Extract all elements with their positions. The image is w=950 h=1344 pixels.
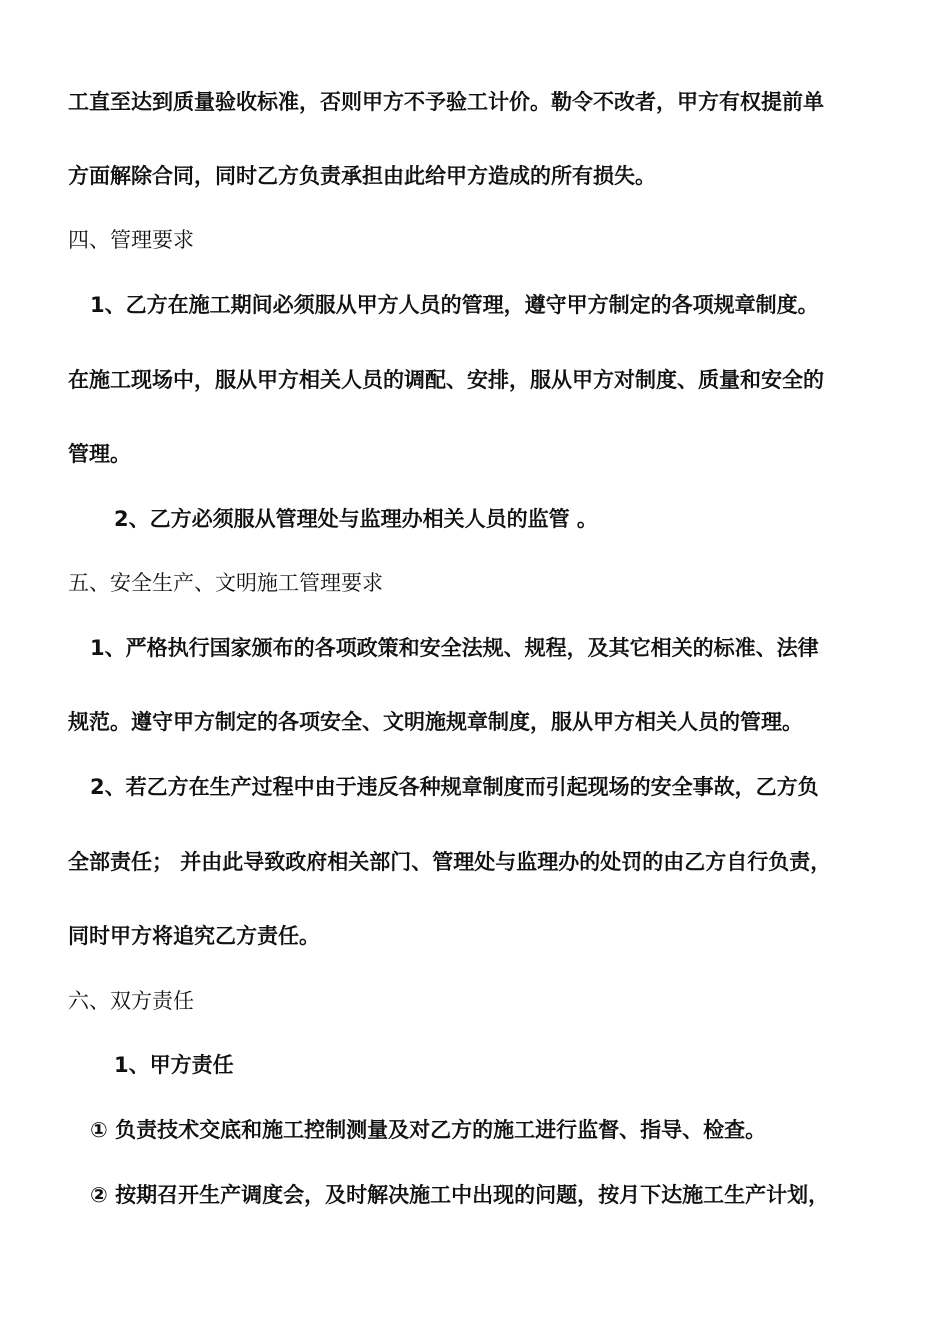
paragraph-line: 工直至达到质量验收标准，否则甲方不予验工计价。勒令不改者，甲方有权提前单 (68, 90, 824, 114)
paragraph-line: 2、乙方必须服从管理处与监理办相关人员的监管 。 (114, 507, 598, 531)
section-heading: 五、安全生产、文明施工管理要求 (68, 571, 383, 595)
list-item: ① 负责技术交底和施工控制测量及对乙方的施工进行监督、指导、检查。 (90, 1118, 767, 1142)
paragraph-line: 1、严格执行国家颁布的各项政策和安全法规、规程，及其它相关的标准、法律 (90, 636, 819, 660)
section-heading: 六、双方责任 (68, 989, 194, 1013)
subsection-heading: 1、甲方责任 (114, 1053, 234, 1077)
list-item: ② 按期召开生产调度会，及时解决施工中出现的问题，按月下达施工生产计划， (90, 1183, 830, 1207)
paragraph-line: 管理。 (68, 442, 131, 466)
paragraph-line: 1、乙方在施工期间必须服从甲方人员的管理，遵守甲方制定的各项规章制度。 (90, 293, 819, 317)
paragraph-line: 2、若乙方在生产过程中由于违反各种规章制度而引起现场的安全事故，乙方负 (90, 775, 819, 799)
paragraph-line: 在施工现场中，服从甲方相关人员的调配、安排，服从甲方对制度、质量和安全的 (68, 368, 824, 392)
paragraph-line: 方面解除合同，同时乙方负责承担由此给甲方造成的所有损失。 (68, 164, 656, 188)
paragraph-line: 同时甲方将追究乙方责任。 (68, 924, 320, 948)
paragraph-line: 规范。遵守甲方制定的各项安全、文明施规章制度，服从甲方相关人员的管理。 (68, 710, 803, 734)
section-heading: 四、管理要求 (68, 228, 194, 252)
paragraph-line: 全部责任； 并由此导致政府相关部门、管理处与监理办的处罚的由乙方自行负责， (68, 850, 832, 874)
